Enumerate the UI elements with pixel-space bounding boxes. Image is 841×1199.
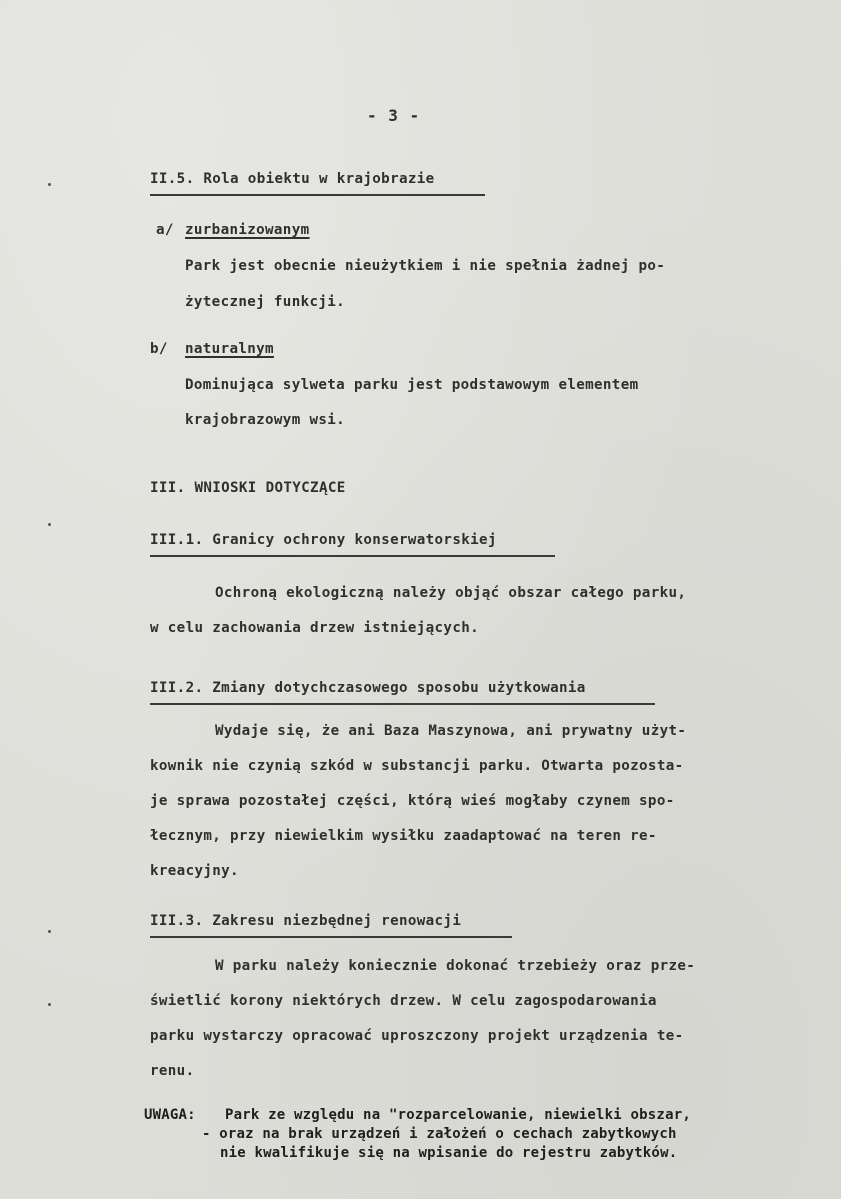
section-iii2-line-2: kownik nie czynią szkód w substancji parku. Otwarta pozosta- — [150, 758, 684, 774]
note-label: UWAGA: — [144, 1107, 196, 1123]
section-iii3-line-1: W parku należy koniecznie dokonać trzebieży oraz prze- — [215, 958, 696, 974]
section-iii2-line-4: łecznym, przy niewielkim wysiłku zaadaptować na teren re- — [150, 828, 657, 844]
note-line-2: - oraz na brak urządzeń i założeń o cechach zabytkowych — [202, 1126, 677, 1142]
paper-speck — [48, 930, 51, 933]
section-iii2-line-3: je sprawa pozostałej części, którą wieś mogłaby czynem spo- — [150, 793, 675, 809]
section-iii1-line-2: w celu zachowania drzew istniejących. — [150, 620, 479, 636]
item-b-line-1: Dominująca sylweta parku jest podstawowym elementem — [185, 377, 639, 393]
paper-speck — [48, 183, 51, 186]
section-iii3-line-3: parku wystarczy opracować uproszczony projekt urządzenia te- — [150, 1028, 684, 1044]
section-iii2-heading: III.2. Zmiany dotychczasowego sposobu użytkowania — [150, 680, 586, 696]
section-iii1-underline — [150, 555, 555, 557]
section-iii1-line-1: Ochroną ekologiczną należy objąć obszar całego parku, — [215, 585, 687, 601]
paper-speck — [48, 1003, 51, 1006]
item-b-line-2: krajobrazowym wsi. — [185, 412, 346, 428]
section-iii2-underline — [150, 703, 655, 705]
item-a-title: zurbanizowanym — [185, 222, 310, 238]
section-iii2-line-5: kreacyjny. — [150, 863, 239, 879]
item-b-marker: b/ — [150, 341, 168, 357]
item-b-title: naturalnym — [185, 341, 274, 357]
section-iii-heading: III. WNIOSKI DOTYCZĄCE — [150, 480, 346, 496]
section-iii1-heading: III.1. Granicy ochrony konserwatorskiej — [150, 532, 497, 548]
section-iii3-line-4: renu. — [150, 1063, 195, 1079]
section-iii3-line-2: świetlić korony niektórych drzew. W celu zagospodarowania — [150, 993, 657, 1009]
page-number: - 3 - — [367, 106, 421, 125]
section-ii5-underline — [150, 194, 485, 196]
section-iii3-heading: III.3. Zakresu niezbędnej renowacji — [150, 913, 462, 929]
section-ii5-heading: II.5. Rola obiektu w krajobrazie — [150, 171, 435, 187]
item-a-line-1: Park jest obecnie nieużytkiem i nie spełnia żadnej po- — [185, 258, 666, 274]
item-a-marker: a/ — [156, 222, 174, 238]
item-a-line-2: żytecznej funkcji. — [185, 294, 346, 310]
note-line-3: nie kwalifikuje się na wpisanie do rejestru zabytków. — [220, 1145, 678, 1161]
section-iii3-underline — [150, 936, 512, 938]
section-iii2-line-1: Wydaje się, że ani Baza Maszynowa, ani prywatny użyt- — [215, 723, 687, 739]
note-line-1: Park ze względu na "rozparcelowanie, niewielki obszar, — [225, 1107, 691, 1123]
paper-speck — [48, 523, 51, 526]
